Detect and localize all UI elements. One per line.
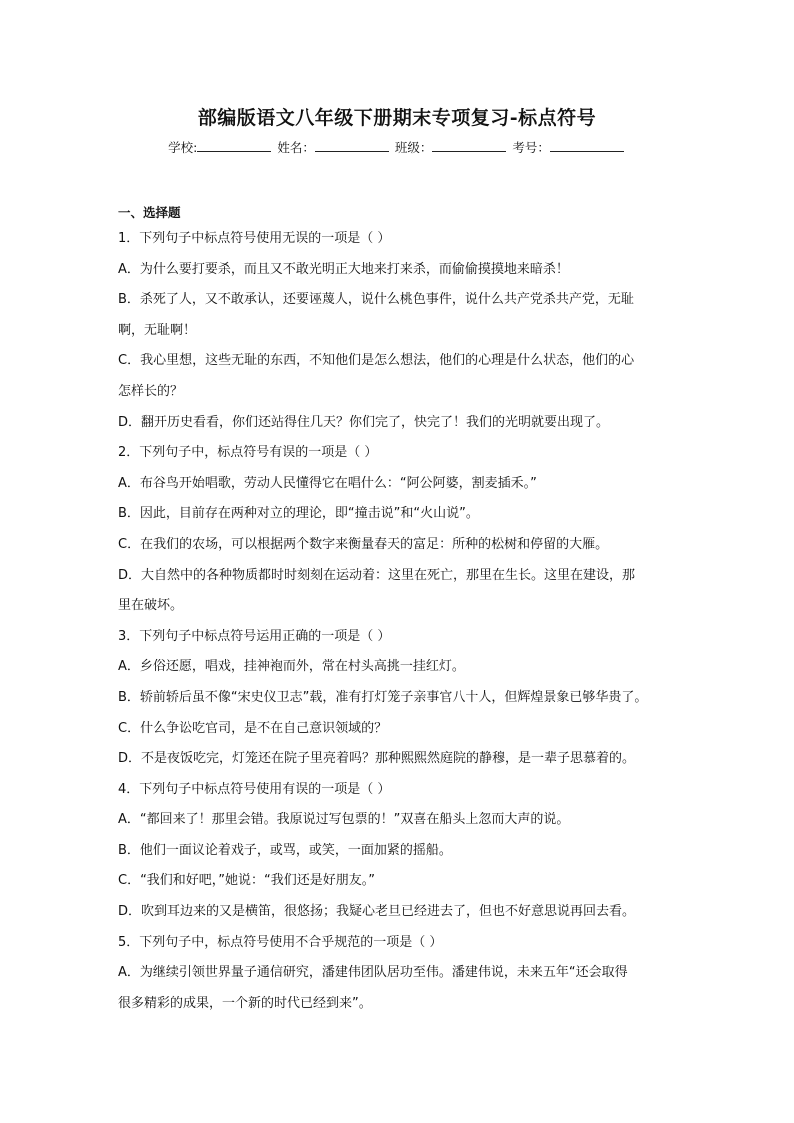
option-continuation: 很多精彩的成果，一个新的时代已经到来”。 <box>118 995 372 1011</box>
school-blank[interactable] <box>197 139 271 152</box>
option-line: A．布谷鸟开始唱歌，劳动人民懂得它在唱什么：“阿公阿婆，割麦插禾。” <box>118 475 537 491</box>
option-continuation: 啊，无耻啊！ <box>118 322 197 338</box>
number-blank[interactable] <box>550 139 624 152</box>
name-label: 姓名： <box>277 140 315 155</box>
name-blank[interactable] <box>315 139 389 152</box>
option-line: C．在我们的农场，可以根据两个数字来衡量春天的富足：所种的松树和停留的大雁。 <box>118 536 609 552</box>
option-line: B．他们一面议论着戏子，或骂，或笑，一面加紧的摇船。 <box>118 842 452 858</box>
option-line: C．什么争讼吃官司，是不在自己意识领域的？ <box>118 720 388 736</box>
question-content <box>118 202 680 1019</box>
option-line: D．吹到耳边来的又是横笛，很悠扬；我疑心老旦已经进去了，但也不好意思说再回去看。 <box>118 904 636 920</box>
option-line: D．大自然中的各种物质都时时刻刻在运动着：这里在死亡，那里在生长。这里在建设，那 <box>118 567 636 583</box>
option-line: B．轿前轿后虽不像“宋史仪卫志”载，准有打灯笼子亲事官八十人，但辉煌景象已够华贵了。 <box>118 689 648 705</box>
question-list <box>118 224 680 1019</box>
class-label: 班级： <box>394 140 433 155</box>
number-label: 考号： <box>512 140 550 155</box>
question-stem: 3．下列句子中标点符号运用正确的一项是（ ） <box>118 628 391 644</box>
option-line: A．为继续引领世界量子通信研究，潘建伟团队居功至伟。潘建伟说，未来五年“还会取得 <box>118 965 628 981</box>
option-continuation: 里在破坏。 <box>118 598 184 614</box>
option-line: C．我心里想，这些无耻的东西，不知他们是怎么想法，他们的心理是什么状态，他们的心 <box>118 353 635 369</box>
student-info-row <box>0 138 794 156</box>
question-stem: 1．下列句子中标点符号使用无误的一项是（ ） <box>118 231 391 246</box>
school-label: 学校: <box>168 140 198 155</box>
page-title: 部编版语文八年级下册期末专项复习-标点符号 <box>197 107 597 129</box>
option-line: C．“我们和好吧，”她说：“我们还是好朋友。” <box>118 873 376 889</box>
option-line: A．乡俗还愿，唱戏，挂神袍而外，常在村头高挑一挂红灯。 <box>118 659 465 675</box>
section-heading: 一、选择题 <box>118 205 181 220</box>
option-line: A．为什么要打要杀，而且又不敢光明正大地来打来杀，而偷偷摸摸地来暗杀！ <box>118 261 569 277</box>
option-line: D．翻开历史看看，你们还站得住几天？你们完了，快完了！我们的光明就要出现了。 <box>118 414 610 430</box>
option-line: B．因此，目前存在两种对立的理论，即“撞击说”和“火山说”。 <box>118 506 479 522</box>
question-stem: 5．下列句子中，标点符号使用不合乎规范的一项是（ ） <box>118 934 443 950</box>
option-continuation: 怎样长的？ <box>118 383 184 399</box>
option-line: D．不是夜饭吃完，灯笼还在院子里亮着吗？那种熙熙然庭院的静穆，是一辈子思慕着的。 <box>118 751 636 767</box>
class-blank[interactable] <box>432 139 506 152</box>
question-stem: 4．下列句子中标点符号使用有误的一项是（ ） <box>118 781 391 797</box>
option-line: B．杀死了人，又不敢承认，还要诬蔑人，说什么桃色事件，说什么共产党杀共产党，无耻 <box>118 292 634 308</box>
option-line: A．“都回来了！那里会错。我原说过写包票的！”双喜在船头上忽而大声的说。 <box>118 812 570 828</box>
question-stem: 2．下列句子中，标点符号有误的一项是（ ） <box>118 445 378 461</box>
